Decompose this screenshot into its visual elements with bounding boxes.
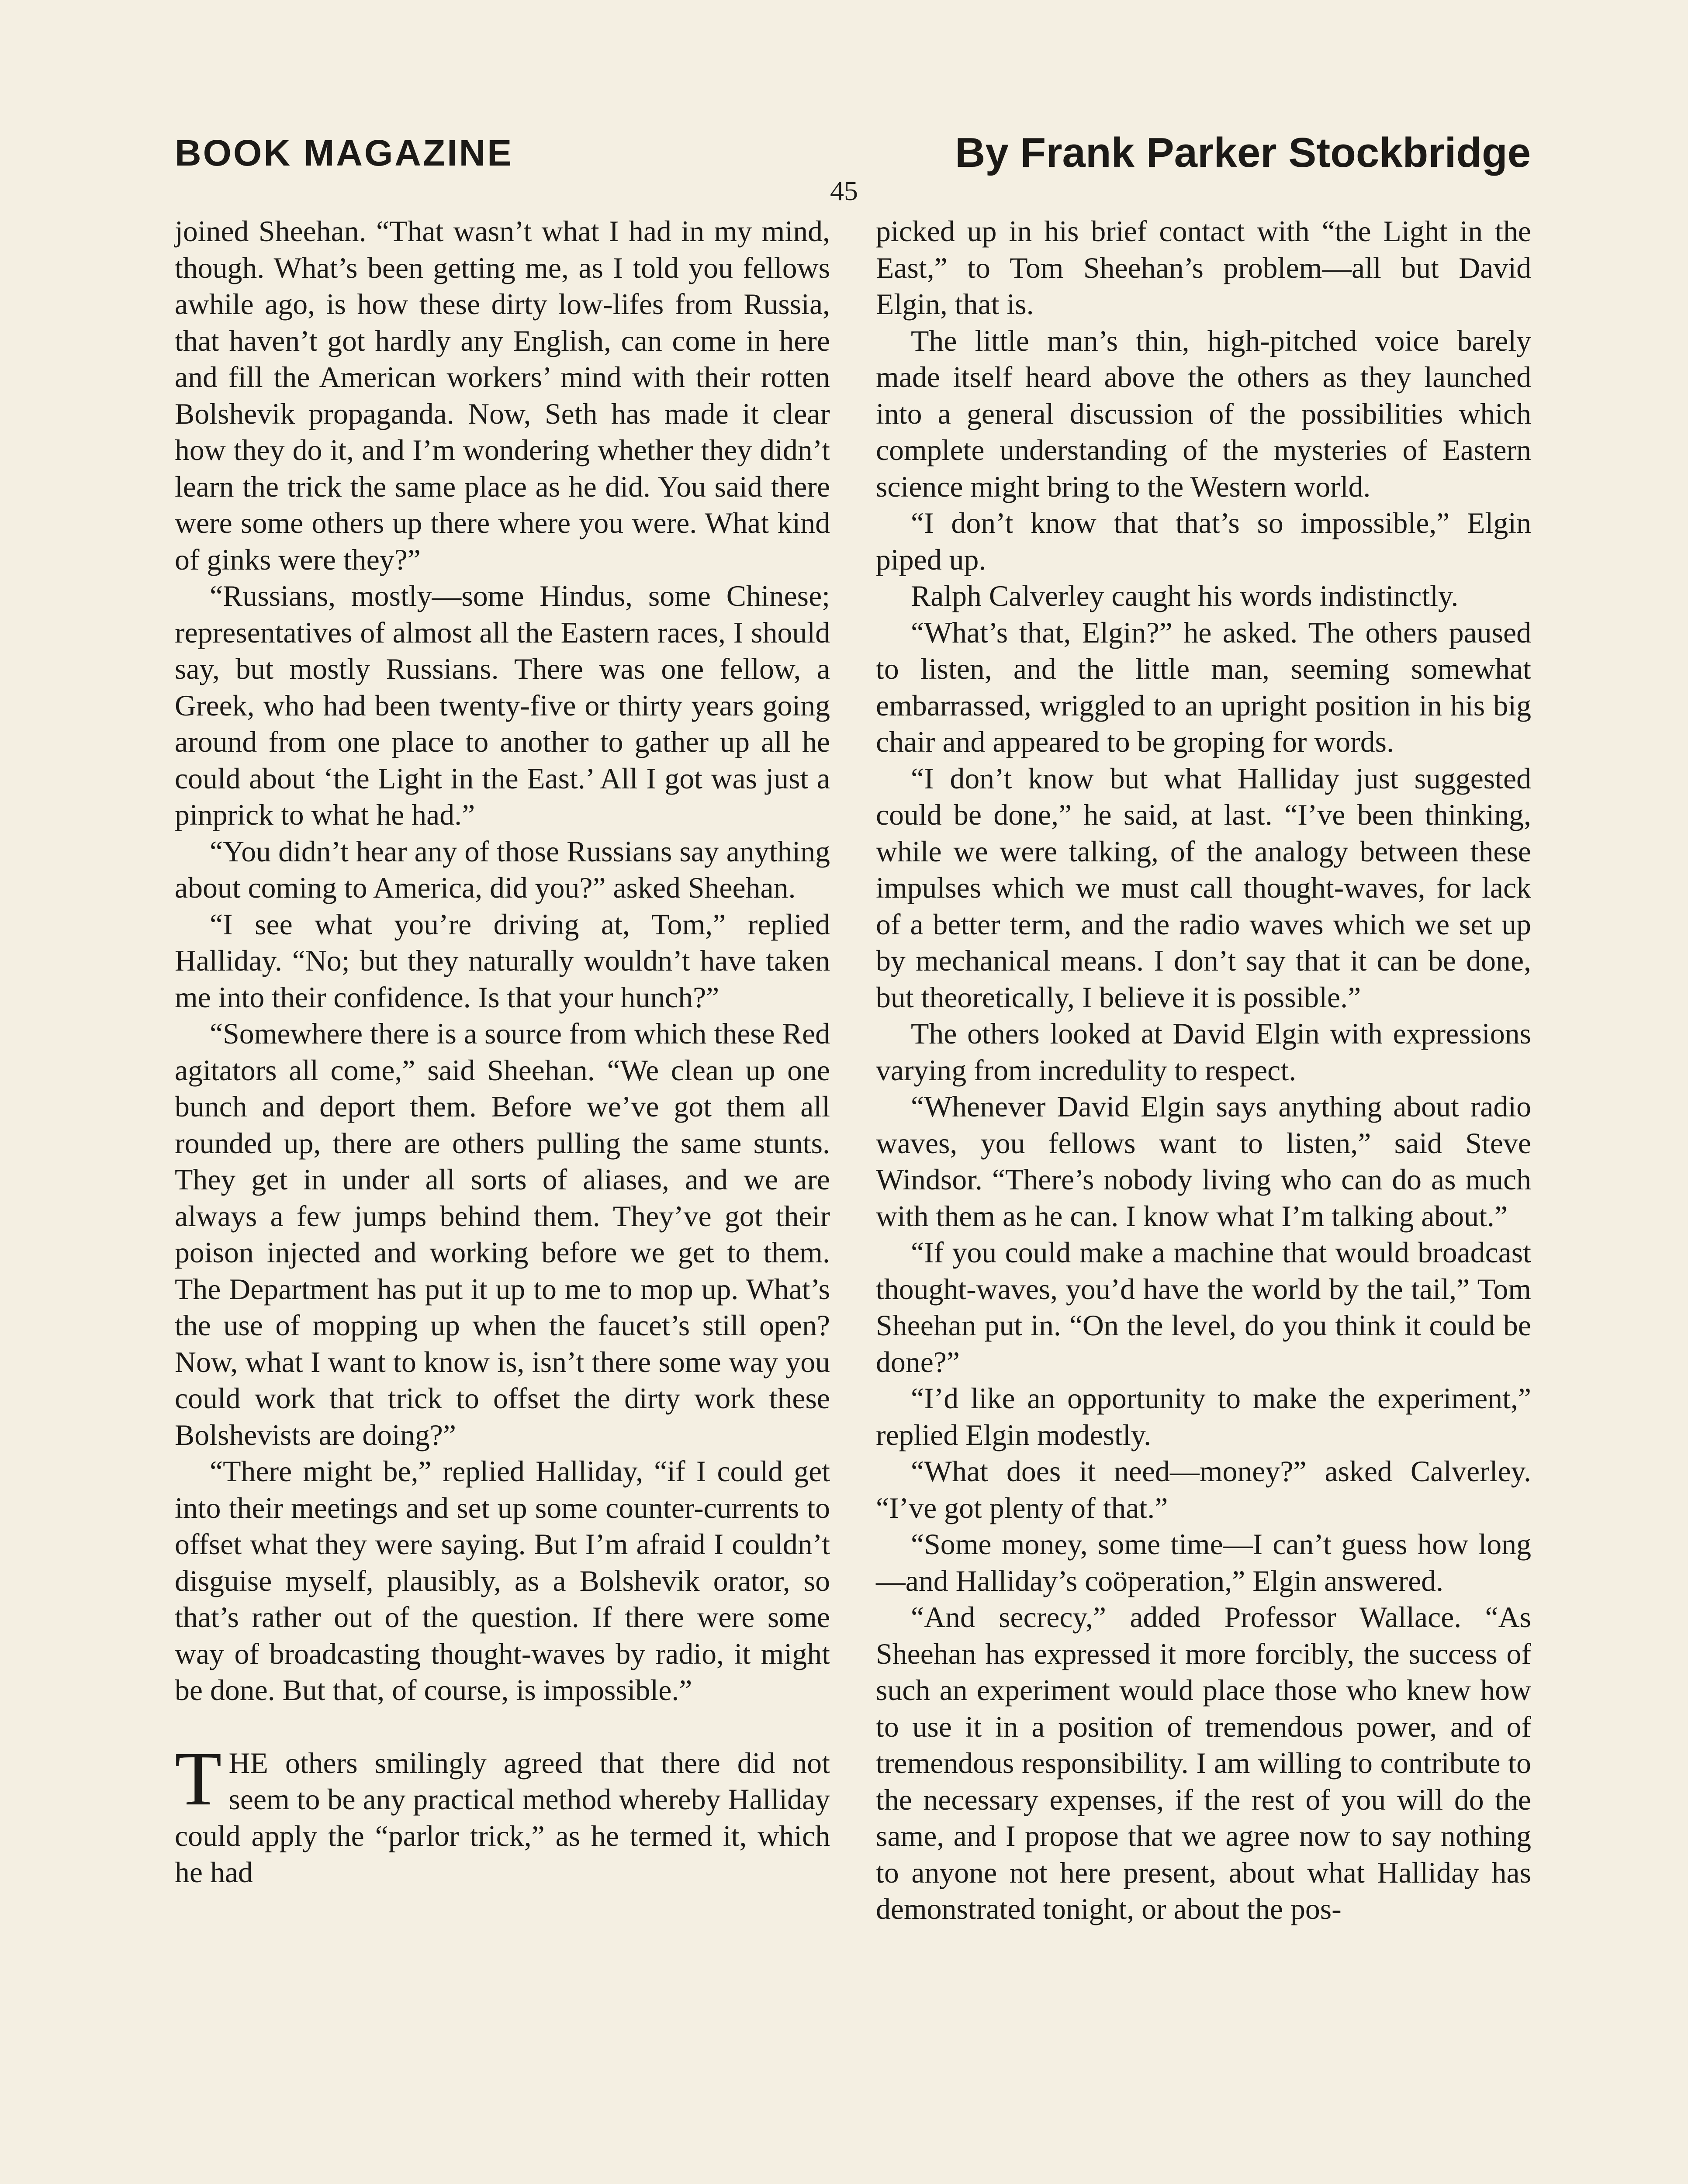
paragraph: Ralph Calverley caught his words indistinctly. (911, 580, 1459, 612)
paragraph: “What’s that, Elgin?” he asked. The others paused to listen, and the little man, seeming somewhat embarrassed, wriggled to an upright position in his big chair and appeared to be groping for words. (876, 616, 1531, 758)
paragraph: “Russians, mostly—some Hindus, some Chinese; representatives of almost all the Eastern races, I should say, but mostly Russians. There was one fellow, a Greek, who had been twenty-five or thirty years going around from one place to another to gather up all he could about ‘the Light in the East.’ All I got was just a pinprick to what he had.” (175, 580, 830, 831)
paragraph: The little man’s thin, high-pitched voice barely made itself heard above the others as they launched into a general discussion of the possibilities which complete understanding of the mysteries of Eastern science might bring to the Western world. (876, 324, 1531, 503)
paragraph: “And secrecy,” added Professor Wallace. “As Sheehan has expressed it more forcibly, the success of such an experiment would place those who knew how to use it in a position of tremendous power, and of tremendous responsibility. I am willing to contribute to the necessary expenses, if the rest of you will do the same, and I propose that we agree now to say nothing to anyone not here present, about what Halliday has demonstrated tonight, or about the pos- (876, 1601, 1531, 1925)
paragraph: “Somewhere there is a source from which these Red agitators all come,” said Sheehan. “We clean up one bunch and deport them. Before we’ve got them all rounded up, there are others pulling the same stunts. They get in under all sorts of aliases, and we are always a few jumps behind them. They’ve got their poison injected and working before we get to them. The Department has put it up to me to mop up. What’s the use of mopping up when the faucet’s still open? Now, what I want to know is, isn’t there some way you could work that trick to offset the dirty work these Bolshevists are doing?” (175, 1017, 830, 1451)
paragraph: “There might be,” replied Halliday, “if I could get into their meetings and set up some counter-currents to offset what they were saying. But I’m afraid I couldn’t disguise myself, plausibly, as a Bolshevik orator, so that’s rather out of the question. If there were some way of broadcasting thought-waves by radio, it might be done. But that, of course, is impossible.” (175, 1455, 830, 1707)
paragraph: “I’d like an opportunity to make the experiment,” replied Elgin modestly. (876, 1382, 1531, 1451)
paragraph: “If you could make a machine that would broadcast thought-waves, you’d have the world by the tail,” Tom Sheehan put in. “On the level, do you think it could be done?” (876, 1236, 1531, 1379)
drop-cap: T (175, 1736, 222, 1821)
right-column (876, 213, 1531, 1928)
paragraph: “You didn’t hear any of those Russians say anything about coming to America, did you?” asked Sheehan. (175, 835, 830, 904)
left-column (175, 213, 830, 1891)
magazine-title: BOOK MAGAZINE (175, 132, 514, 173)
author-byline: By Frank Parker Stockbridge (955, 129, 1531, 176)
dropcap-paragraph-text: HE others smilingly agreed that there did not seem to be any practical method whereby Halliday could apply the “parlor trick,” as he termed it, which he had (175, 1746, 830, 1889)
paragraph: “Some money, some time—I can’t guess how long—and Halliday’s coöperation,” Elgin answered. (876, 1528, 1531, 1597)
page-number: 45 (830, 175, 858, 206)
paragraph: “I see what you’re driving at, Tom,” replied Halliday. “No; but they naturally wouldn’t have taken me into their confidence. Is that your hunch?” (175, 908, 830, 1014)
paragraph: “Whenever David Elgin says anything about radio waves, you fellows want to listen,” said Steve Windsor. “There’s nobody living who can do as much with them as he can. I know what I’m talking about.” (876, 1090, 1531, 1233)
dropcap-paragraph (175, 1736, 830, 1891)
paragraph: The others looked at David Elgin with expressions varying from incredulity to respect. (876, 1017, 1531, 1087)
paragraph: “I don’t know that that’s so impossible,” Elgin piped up. (876, 507, 1531, 576)
paragraph: “What does it need—money?” asked Calverley. “I’ve got plenty of that.” (876, 1455, 1531, 1524)
paragraph: joined Sheehan. “That wasn’t what I had in my mind, though. What’s been getting me, as I told you fellows awhile ago, is how these dirty low-lifes from Russia, that haven’t got hardly any English, can come in here and fill the American workers’ mind with their rotten Bolshevik propaganda. Now, Seth has made it clear how they do it, and I’m wondering whether they didn’t learn the trick the same place as he did. You said there were some others up there where you were. What kind of ginks were they?” (175, 215, 830, 576)
paragraph: “I don’t know but what Halliday just suggested could be done,” he said, at last. “I’ve been thinking, while we were talking, of the analogy between these impulses which we must call thought-waves, for lack of a better term, and the radio waves which we set up by mechanical means. I don’t say that it can be done, but theoretically, I believe it is possible.” (876, 762, 1531, 1014)
page-header (175, 122, 1531, 183)
paragraph: picked up in his brief contact with “the Light in the East,” to Tom Sheehan’s problem—all but David Elgin, that is. (876, 215, 1531, 321)
